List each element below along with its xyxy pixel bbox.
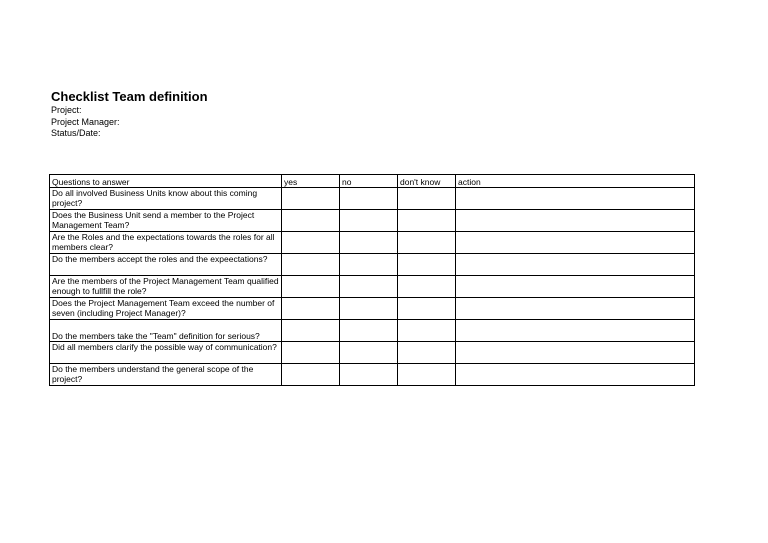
checklist-table — [49, 174, 695, 386]
yes-cell[interactable] — [282, 364, 340, 386]
no-cell[interactable] — [340, 298, 398, 320]
header-yes: yes — [282, 175, 340, 188]
dont-know-cell[interactable] — [398, 188, 456, 210]
table-row — [50, 320, 695, 342]
table-row — [50, 232, 695, 254]
yes-cell[interactable] — [282, 232, 340, 254]
table-row — [50, 298, 695, 320]
no-cell[interactable] — [340, 320, 398, 342]
table-row — [50, 188, 695, 210]
action-cell[interactable] — [456, 210, 695, 232]
question-cell: Do the members understand the general scope of the project? — [50, 364, 282, 386]
dont-know-cell[interactable] — [398, 210, 456, 232]
dont-know-cell[interactable] — [398, 254, 456, 276]
dont-know-cell[interactable] — [398, 364, 456, 386]
table-row — [50, 210, 695, 232]
yes-cell[interactable] — [282, 188, 340, 210]
question-cell: Did all members clarify the possible way of communication? — [50, 342, 282, 364]
question-cell: Does the Project Management Team exceed the number of seven (including Project Manager)? — [50, 298, 282, 320]
table-row — [50, 364, 695, 386]
dont-know-cell[interactable] — [398, 276, 456, 298]
action-cell[interactable] — [456, 188, 695, 210]
action-cell[interactable] — [456, 254, 695, 276]
project-manager-label: Project Manager: — [51, 117, 120, 127]
project-label: Project: — [51, 105, 82, 115]
action-cell[interactable] — [456, 298, 695, 320]
document-title: Checklist Team definition — [51, 89, 208, 104]
no-cell[interactable] — [340, 232, 398, 254]
table-row — [50, 254, 695, 276]
table-header-row — [50, 175, 695, 188]
action-cell[interactable] — [456, 364, 695, 386]
table-row — [50, 342, 695, 364]
yes-cell[interactable] — [282, 254, 340, 276]
dont-know-cell[interactable] — [398, 232, 456, 254]
yes-cell[interactable] — [282, 342, 340, 364]
no-cell[interactable] — [340, 188, 398, 210]
action-cell[interactable] — [456, 276, 695, 298]
dont-know-cell[interactable] — [398, 298, 456, 320]
header-question: Questions to answer — [50, 175, 282, 188]
dont-know-cell[interactable] — [398, 342, 456, 364]
yes-cell[interactable] — [282, 320, 340, 342]
status-date-label: Status/Date: — [51, 128, 101, 138]
question-cell: Are the Roles and the expectations towards the roles for all members clear? — [50, 232, 282, 254]
header-no: no — [340, 175, 398, 188]
question-cell: Do all involved Business Units know about this coming project? — [50, 188, 282, 210]
action-cell[interactable] — [456, 232, 695, 254]
header-dont-know: don't know — [398, 175, 456, 188]
question-cell: Do the members take the "Team" definition for serious? — [50, 320, 282, 342]
question-cell: Does the Business Unit send a member to the Project Management Team? — [50, 210, 282, 232]
yes-cell[interactable] — [282, 210, 340, 232]
action-cell[interactable] — [456, 320, 695, 342]
no-cell[interactable] — [340, 254, 398, 276]
question-cell: Do the members accept the roles and the expeectations? — [50, 254, 282, 276]
no-cell[interactable] — [340, 276, 398, 298]
no-cell[interactable] — [340, 342, 398, 364]
dont-know-cell[interactable] — [398, 320, 456, 342]
no-cell[interactable] — [340, 364, 398, 386]
yes-cell[interactable] — [282, 276, 340, 298]
header-action: action — [456, 175, 695, 188]
action-cell[interactable] — [456, 342, 695, 364]
no-cell[interactable] — [340, 210, 398, 232]
question-cell: Are the members of the Project Management Team qualified enough to fullfill the role? — [50, 276, 282, 298]
table-row — [50, 276, 695, 298]
yes-cell[interactable] — [282, 298, 340, 320]
